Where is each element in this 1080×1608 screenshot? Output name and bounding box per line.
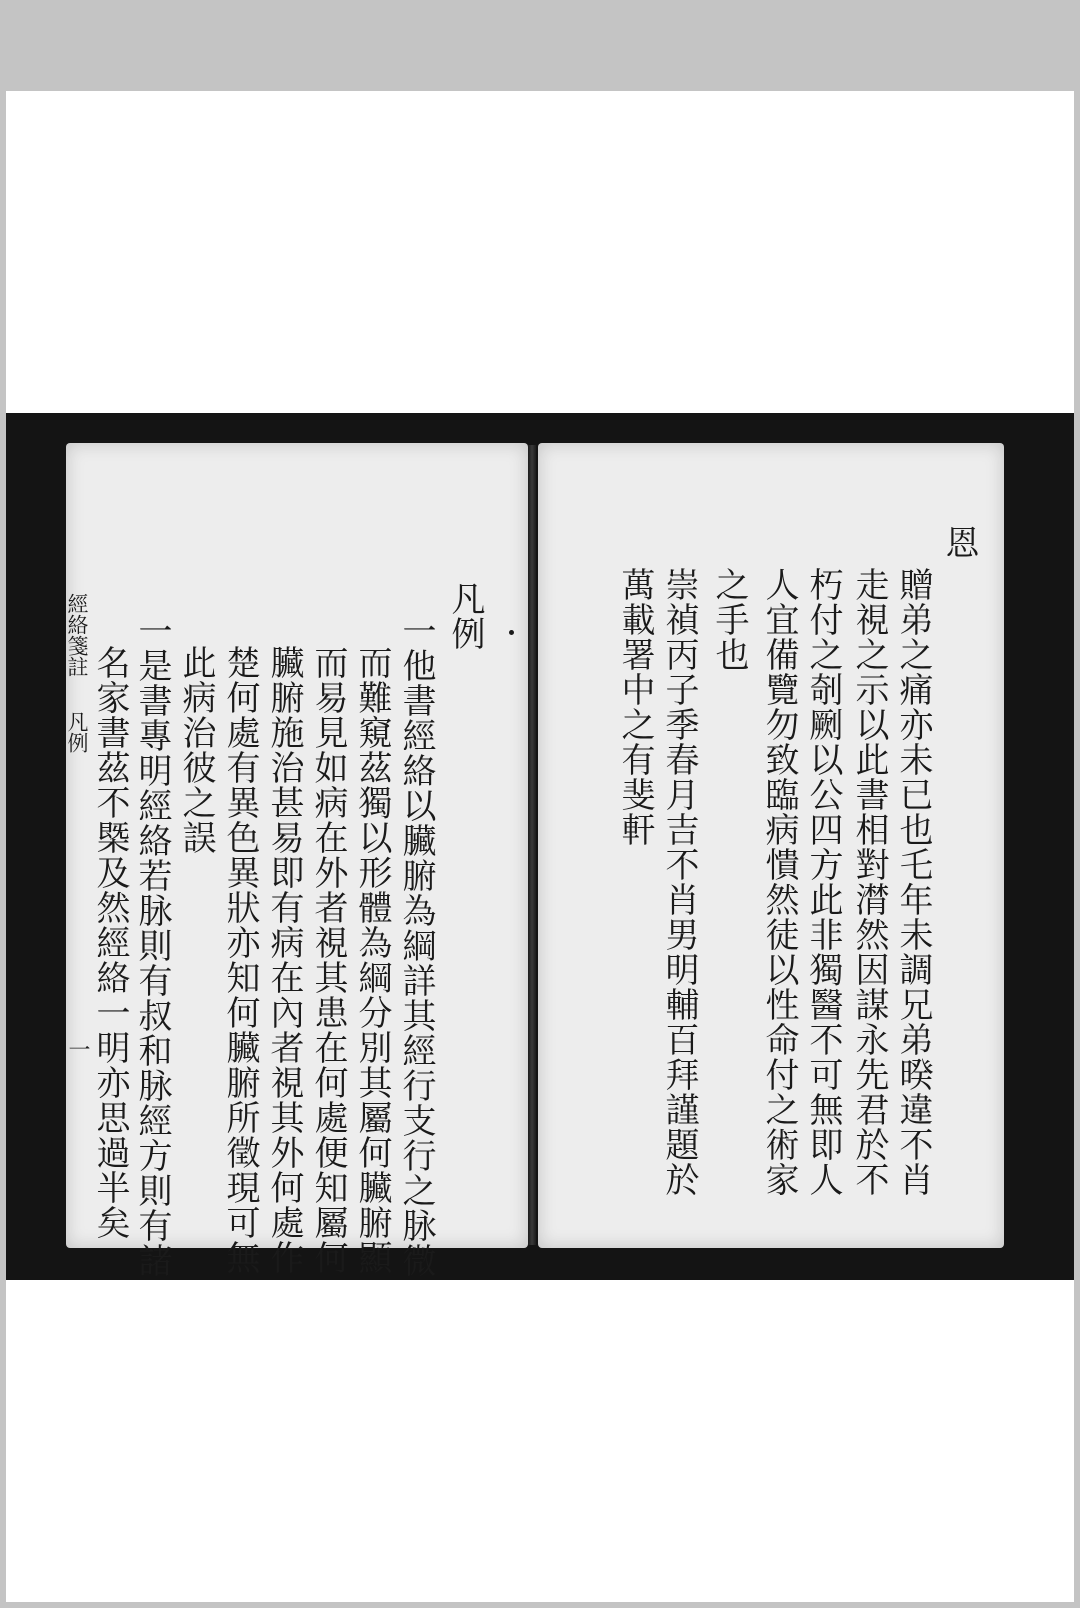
margin-title: 經絡箋註 [65,593,89,677]
right-page [538,443,1004,1248]
preface-line-3: 走視之示以此書相對潸然因謀永先君於不 [849,567,889,1197]
preface-line-2: 贈弟之痛亦未已也乇年未調兄弟暌違不肖 [893,567,933,1197]
preface-line-1: 恩 [939,525,979,560]
preface-line-4: 朽付之剞劂以公四方此非獨醫不可無即人 [803,567,843,1197]
text-line-2: 而難窺茲獨以形體為綱分別其屬何臟腑顯 [352,645,392,1275]
preface-line-8: 萬載署中之有斐軒 [615,567,655,847]
margin-section: 凡例 [65,711,89,753]
text-line-3: 而易見如病在外者視其患在何處便知屬何 [308,645,348,1275]
book-spine [528,445,536,1245]
text-line-8: 名家書茲不槩及然經絡一明亦思過半矣 [90,645,130,1240]
scanned-book-spread [6,413,1074,1280]
page-number: 一 [65,1038,90,1060]
left-page [65,443,528,1278]
text-line-6: 此病治彼之誤 [176,645,216,855]
section-heading: 凡例 [445,581,485,651]
text-line-1: 一他書經絡以臟腑為綱詳其經行支行之脉微 [396,613,436,1278]
preface-line-5: 人宜備覽勿致臨病憒然徒以性命付之術家 [759,567,799,1197]
text-line-5: 楚何處有異色異狀亦知何臟腑所徵現可無 [220,645,260,1275]
preface-line-6: 之手也 [709,567,749,672]
preface-line-7: 崇禎丙子季春月吉不肖男明輔百拜謹題於 [659,567,699,1197]
text-line-4: 臟腑施治甚易即有病在內者視其外何處作 [264,645,304,1275]
ink-dot [509,630,514,635]
text-line-7: 一是書專明經絡若脉則有叔和脉經方則有諸 [132,613,172,1278]
